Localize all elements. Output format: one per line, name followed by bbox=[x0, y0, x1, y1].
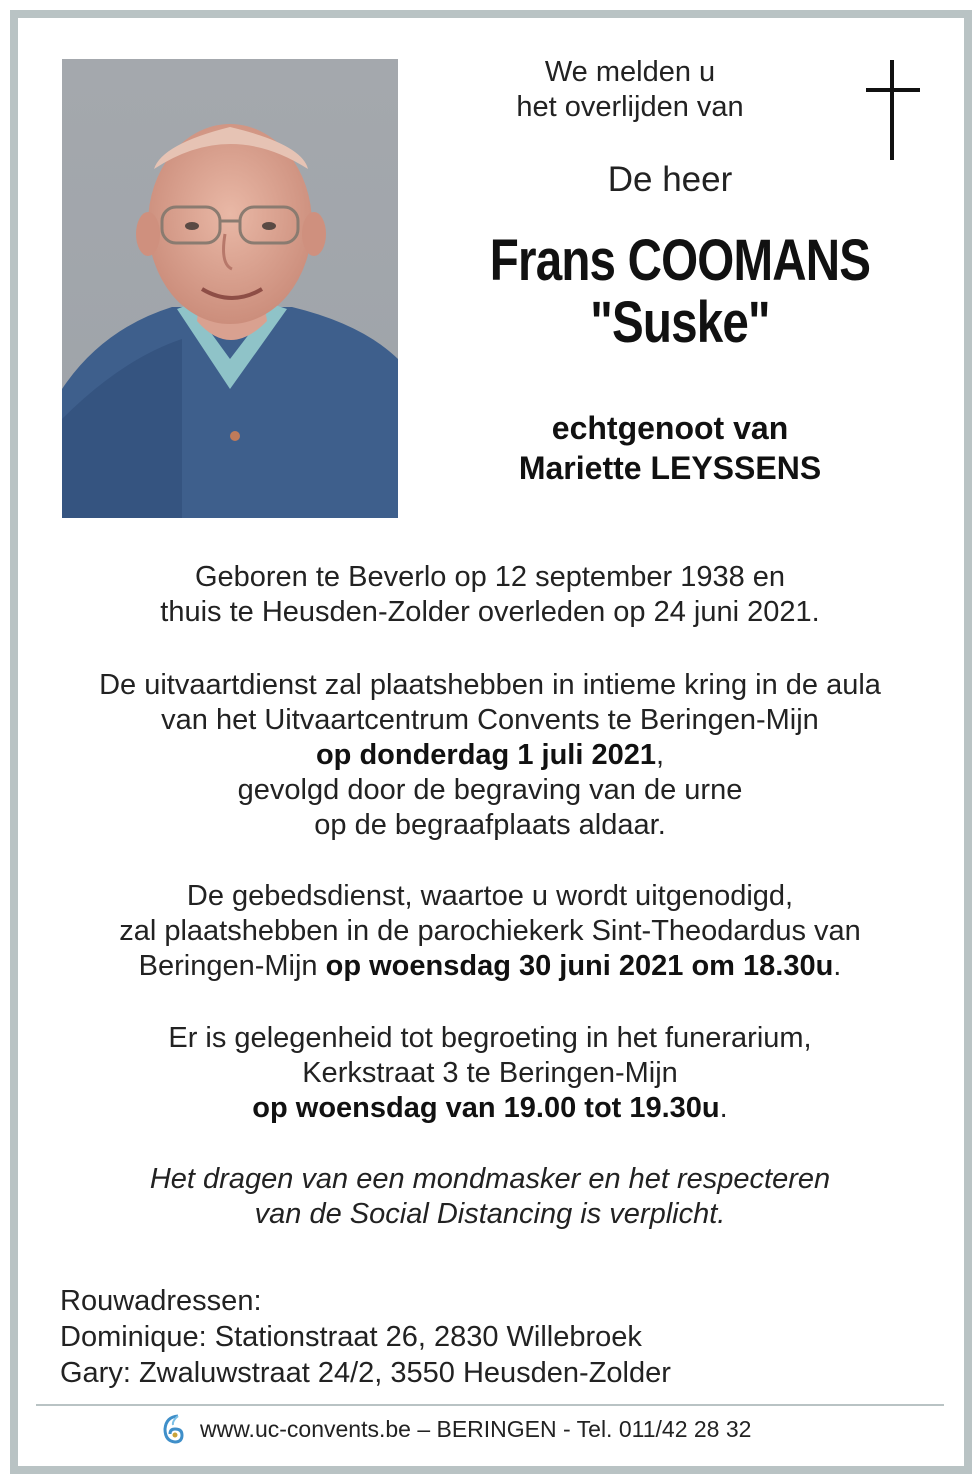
visitation-paragraph bbox=[40, 1021, 940, 1126]
text-fragment: Beringen-Mijn bbox=[138, 950, 326, 982]
text-line: zal plaatshebben in de parochiekerk Sint-Theodardus van bbox=[119, 915, 861, 947]
text-line bbox=[40, 1091, 940, 1126]
funeral-paragraph bbox=[40, 668, 940, 843]
text-line: op de begraafplaats aldaar. bbox=[314, 809, 666, 841]
prayer-service-paragraph bbox=[40, 879, 940, 984]
deceased-nickname: "Suske" bbox=[590, 290, 770, 355]
text-line: van de Social Distancing is verplicht. bbox=[254, 1198, 726, 1230]
text-line: Geboren te Beverlo op 12 september 1938 en bbox=[194, 561, 786, 593]
text-line: gevolgd door de begraving van de urne bbox=[237, 774, 743, 806]
spouse-label: echtgenoot van bbox=[551, 410, 789, 446]
intro-text bbox=[430, 55, 830, 125]
visitation-time: op woensdag van 19.00 tot 19.30u bbox=[252, 1092, 720, 1124]
text-line: Er is gelegenheid tot begroeting in het funerarium, bbox=[168, 1022, 812, 1054]
intro-line: We melden u bbox=[544, 56, 716, 88]
text-line: De gebedsdienst, waartoe u wordt uitgenodigd, bbox=[186, 880, 794, 912]
cross-icon bbox=[862, 60, 924, 160]
intro-line: het overlijden van bbox=[516, 91, 744, 123]
text-line bbox=[40, 738, 940, 773]
funeral-date: op donderdag 1 juli 2021 bbox=[315, 739, 656, 771]
addresses-heading: Rouwadressen: bbox=[60, 1285, 262, 1317]
address-entry: Gary: Zwaluwstraat 24/2, 3550 Heusden-Zolder bbox=[60, 1357, 671, 1389]
spouse-name: Mariette LEYSSENS bbox=[518, 450, 822, 486]
footer-divider bbox=[36, 1404, 944, 1406]
text-line: Kerkstraat 3 te Beringen-Mijn bbox=[302, 1057, 678, 1089]
prayer-service-date: op woensdag 30 juni 2021 om 18.30u bbox=[325, 950, 834, 982]
text-line: De uitvaartdienst zal plaatshebben in intieme kring in de aula bbox=[99, 669, 881, 701]
punctuation: . bbox=[833, 950, 842, 982]
spouse-info bbox=[430, 408, 910, 488]
deceased-full-name: Frans COOMANS bbox=[489, 228, 871, 293]
birth-death-paragraph bbox=[40, 560, 940, 630]
text-line: Het dragen van een mondmasker en het respecteren bbox=[149, 1163, 831, 1195]
punctuation: , bbox=[655, 739, 665, 771]
deceased-name bbox=[475, 230, 885, 354]
text-line: van het Uitvaartcentrum Convents te Beringen-Mijn bbox=[161, 704, 819, 736]
footer-contact-text: www.uc-convents.be – BERINGEN - Tel. 011/42 28 32 bbox=[200, 1415, 752, 1442]
footer bbox=[160, 1413, 840, 1445]
honorific-title: De heer bbox=[607, 160, 733, 199]
text-line: thuis te Heusden-Zolder overleden op 24 juni 2021. bbox=[160, 596, 820, 628]
text-line bbox=[40, 949, 940, 984]
funeral-home-logo-icon bbox=[160, 1413, 186, 1445]
covid-notice bbox=[40, 1162, 940, 1232]
portrait-photo bbox=[62, 59, 398, 518]
address-entry: Dominique: Stationstraat 26, 2830 Willebroek bbox=[60, 1321, 642, 1353]
punctuation: . bbox=[719, 1092, 728, 1124]
condolence-addresses bbox=[60, 1283, 671, 1391]
